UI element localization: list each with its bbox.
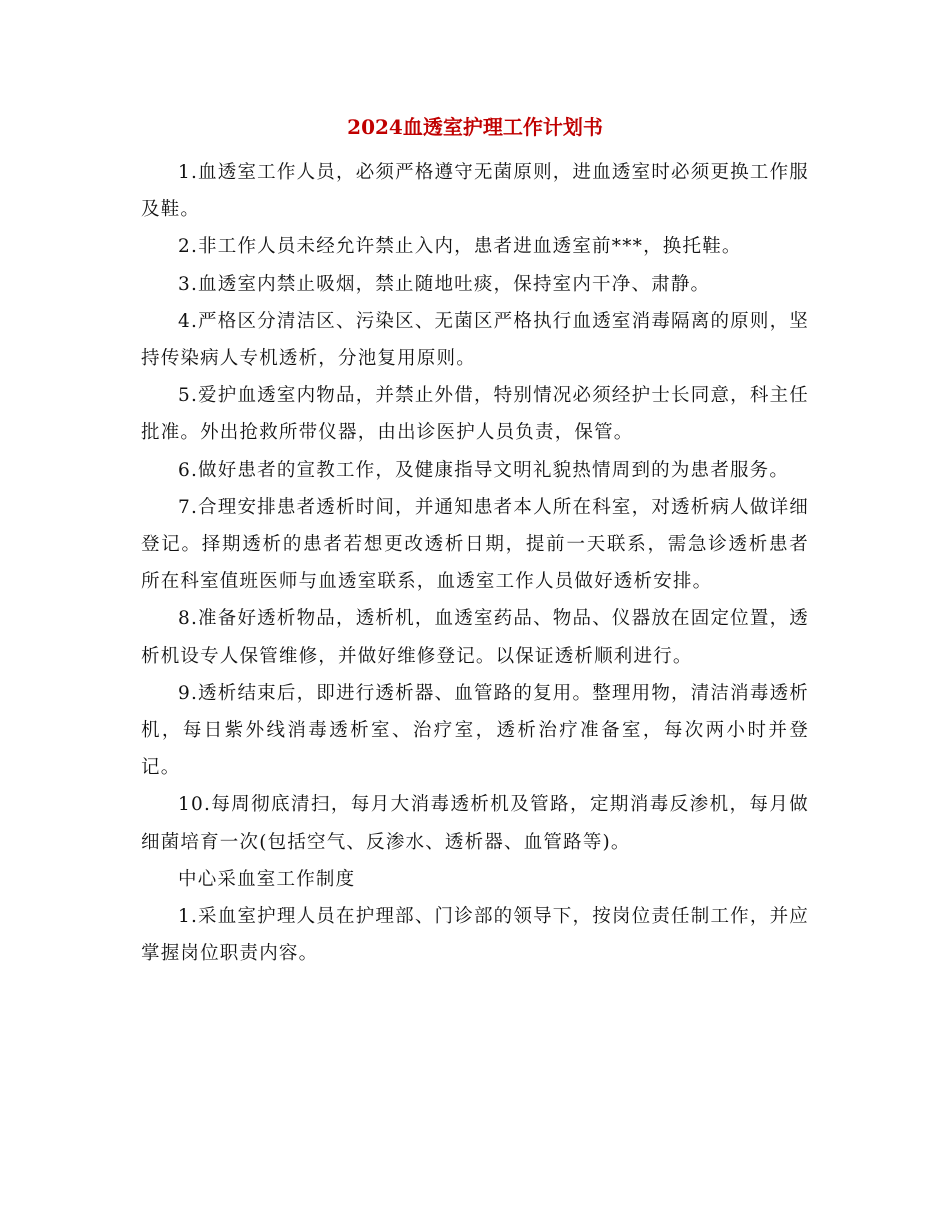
paragraph-3: 3.血透室内禁止吸烟，禁止随地吐痰，保持室内干净、肃静。	[178, 273, 711, 295]
paragraph-9: 9.透析结束后，即进行透析器、血管路的复用。整理用物，清洁消毒透析机，每日紫外线消毒透析室、治疗室，透析治疗准备室，每次两小时并登记。	[141, 682, 809, 779]
document-title: 2024血透室护理工作计划书	[347, 115, 603, 139]
document-body	[141, 154, 809, 972]
section-heading: 中心采血室工作制度	[178, 868, 356, 890]
paragraph-7: 7.合理安排患者透析时间，并通知患者本人所在科室，对透析病人做详细登记。择期透析的患者若想更改透析日期，提前一天联系，需急诊透析患者所在科室值班医师与血透室联系，血透室工作人员做好透析安排。	[141, 496, 809, 593]
paragraph-2: 2.非工作人员未经允许禁止入内，患者进血透室前***，换托鞋。	[178, 236, 742, 258]
paragraph-5: 5.爱护血透室内物品，并禁止外借，特别情况必须经护士长同意，科主任批准。外出抢救所带仪器，由出诊医护人员负责，保管。	[141, 385, 809, 444]
paragraph-6: 6.做好患者的宣教工作，及健康指导文明礼貌热情周到的为患者服务。	[178, 459, 790, 481]
paragraph-10: 10.每周彻底清扫，每月大消毒透析机及管路，定期消毒反渗机，每月做细菌培育一次(包括空气、反渗水、透析器、血管路等)。	[141, 794, 809, 853]
paragraph-1: 1.血透室工作人员，必须严格遵守无菌原则，进血透室时必须更换工作服及鞋。	[141, 162, 809, 221]
paragraph-8: 8.准备好透析物品，透析机，血透室药品、物品、仪器放在固定位置，透析机设专人保管维修，并做好维修登记。以保证透析顺利进行。	[141, 608, 809, 667]
paragraph-4: 4.严格区分清洁区、污染区、无菌区严格执行血透室消毒隔离的原则，坚持传染病人专机透析，分池复用原则。	[141, 310, 809, 370]
paragraph-11: 1.采血室护理人员在护理部、门诊部的领导下，按岗位责任制工作，并应掌握岗位职责内容。	[141, 906, 809, 965]
